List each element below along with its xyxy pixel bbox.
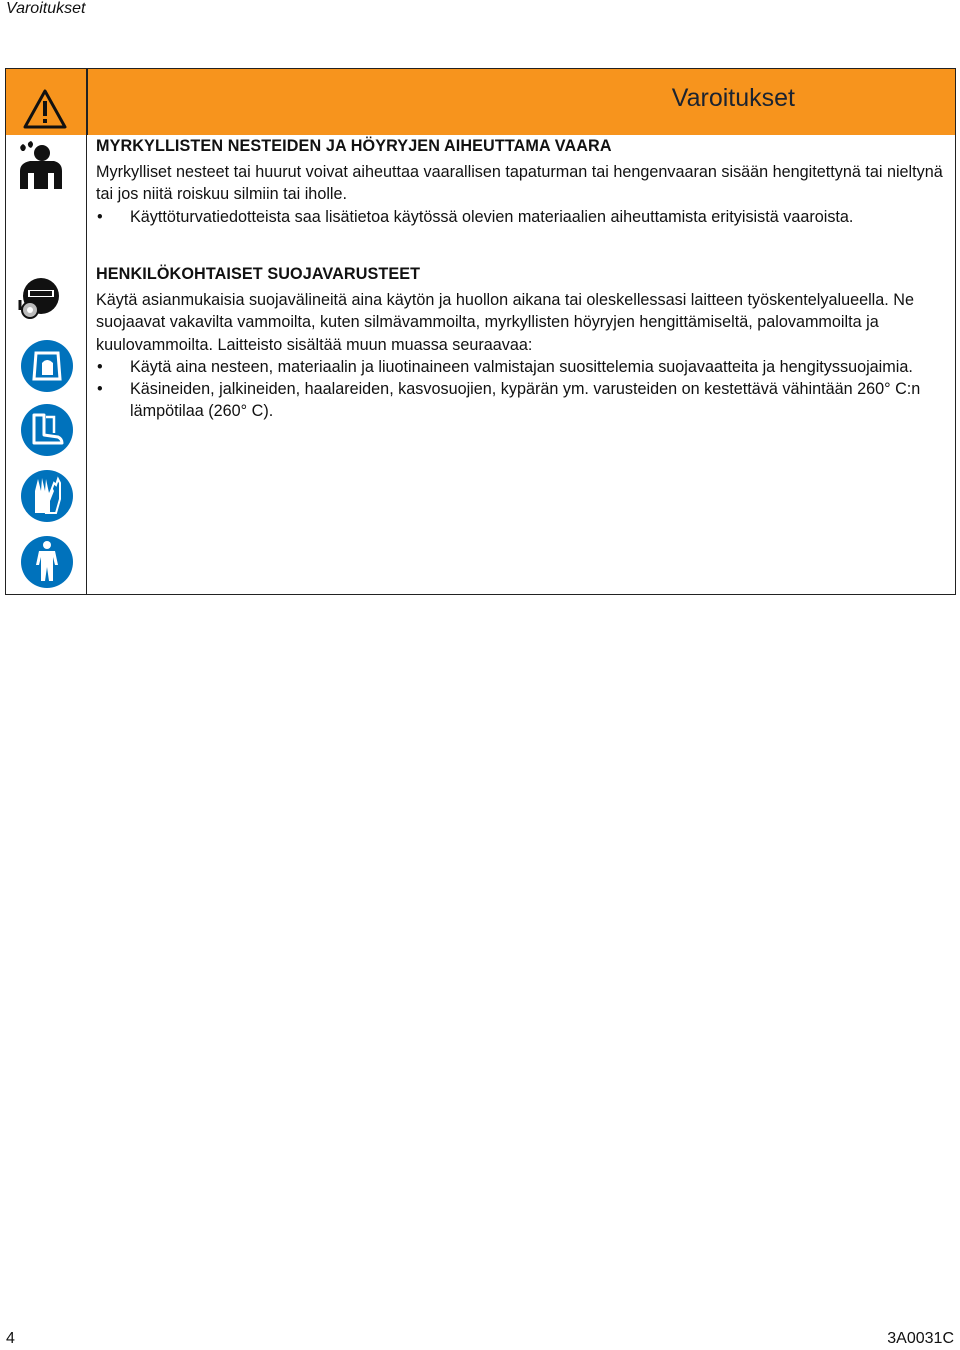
section-toxic	[96, 135, 951, 228]
coverall-icon	[20, 535, 74, 589]
section-text-toxic: Myrkylliset nesteet tai huurut voivat aiheuttaa vaarallisen tapaturman tai hengenvaaran sisään hengitettynä tai nieltynä tai jos niitä roiskuu silmiin tai iholle.	[96, 163, 943, 204]
warning-triangle-icon	[23, 89, 67, 129]
section-ppe	[96, 263, 951, 422]
page-title: Varoitukset	[671, 84, 795, 112]
warnings-table	[5, 68, 956, 595]
face-shield-icon	[20, 339, 74, 393]
section-title-toxic: MYRKYLLISTEN NESTEIDEN JA HÖYRYJEN AIHEUTTAMA VAARA	[96, 137, 612, 155]
toxic-fumes-icon	[14, 141, 66, 191]
header-title-cell	[87, 69, 955, 135]
list-item: • Käytä aina nesteen, materiaalin ja liuotinaineen valmistajan suosittelemia suojavaatteita ja hengityssuojaimia.	[96, 356, 951, 378]
gloves-icon	[20, 469, 74, 523]
document-code: 3A0031C	[887, 1330, 954, 1347]
list-item: • Käsineiden, jalkineiden, haalareiden, kasvosuojien, kypärän ym. varusteiden on kestettävä vähintään 260° C:n lämpötilaa (260° C).	[96, 378, 951, 422]
page-number: 4	[6, 1330, 15, 1347]
section-title-ppe: HENKILÖKOHTAISET SUOJAVARUSTEET	[96, 265, 421, 283]
safety-boots-icon	[20, 403, 74, 457]
respirator-hearing-icon	[16, 274, 66, 324]
bullet-list-toxic	[96, 206, 951, 228]
list-item: • Käyttöturvatiedotteista saa lisätietoa käytössä olevien materiaalien aiheuttamista erityisistä vaaroista.	[96, 206, 951, 228]
section-text-ppe: Käytä asianmukaisia suojavälineitä aina käytön ja huollon aikana tai oleskellessasi laitteen työskentelyalueella. Ne suojaavat vakavilta vammoilta, kuten silmävammoilta, myrkyllisten höyryjen hengittämiseltä, palovammoilta ja kuulovammoilta. Laitteisto sisältää muun muassa seuraavaa:	[96, 291, 914, 354]
running-head: Varoitukset	[6, 0, 86, 17]
bullet-list-ppe	[96, 356, 951, 423]
